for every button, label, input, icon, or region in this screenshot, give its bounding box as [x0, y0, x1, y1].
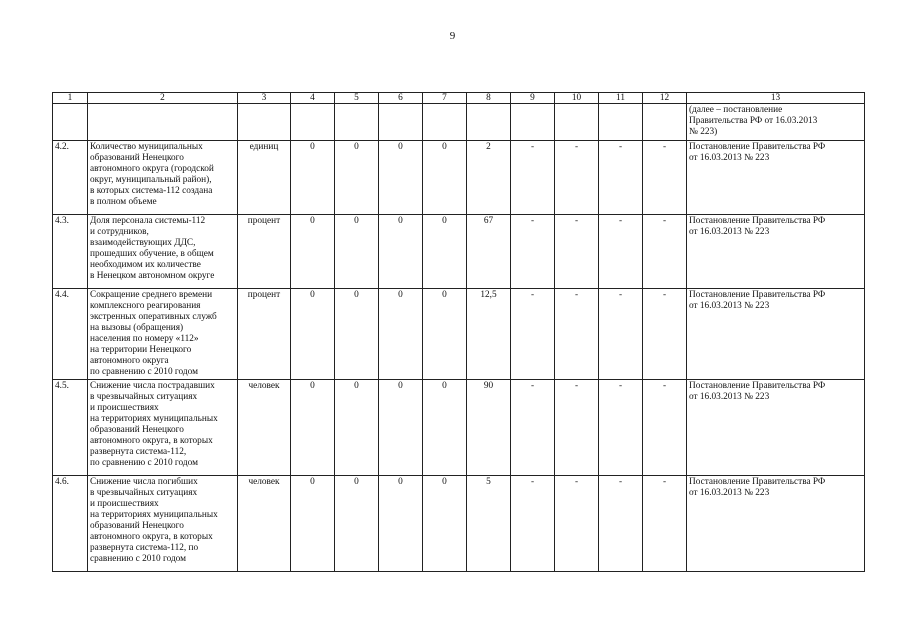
indicator-name: Снижение числа погибших в чрезвычайных ситуациях и происшествиях на территориях муниципальных образований Ненецкого автономного округа, в которых развернута система-112, по сравнению с 2010 годом — [88, 476, 238, 572]
value-cell: - — [643, 141, 687, 215]
value-cell: 2 — [467, 141, 511, 215]
unit-cell: единиц — [238, 141, 291, 215]
empty-cell — [511, 104, 555, 141]
header-row — [53, 93, 865, 104]
header-col-1: 1 — [53, 93, 88, 104]
header-col-5: 5 — [335, 93, 379, 104]
header-col-6: 6 — [379, 93, 423, 104]
value-cell: 0 — [335, 215, 379, 289]
value-cell: 0 — [335, 141, 379, 215]
source-cell: Постановление Правительства РФ от 16.03.2013 № 223 — [687, 215, 865, 289]
table-row — [53, 380, 865, 476]
row-number: 4.3. — [53, 215, 88, 289]
header-col-3: 3 — [238, 93, 291, 104]
table-row — [53, 476, 865, 572]
value-cell: 0 — [423, 476, 467, 572]
value-cell: - — [511, 476, 555, 572]
empty-cell — [88, 104, 238, 141]
value-cell: 0 — [291, 141, 335, 215]
value-cell: - — [643, 289, 687, 380]
value-cell: 0 — [423, 215, 467, 289]
value-cell: - — [555, 215, 599, 289]
source-cell: Постановление Правительства РФ от 16.03.2013 № 223 — [687, 289, 865, 380]
header-col-13: 13 — [687, 93, 865, 104]
indicator-name: Количество муниципальных образований Ненецкого автономного округа (городской округ, муниципальный район), в которых система-112 создана в полном объеме — [88, 141, 238, 215]
table-header — [53, 93, 865, 104]
empty-cell — [53, 104, 88, 141]
value-cell: - — [643, 380, 687, 476]
value-cell: 0 — [379, 380, 423, 476]
value-cell: 0 — [291, 215, 335, 289]
indicator-name: Доля персонала системы-112 и сотрудников, взаимодействующих ДДС, прошедших обучение, в общем необходимом их количестве в Ненецком автономном округе — [88, 215, 238, 289]
value-cell: 0 — [379, 215, 423, 289]
value-cell: 0 — [291, 476, 335, 572]
value-cell: 0 — [335, 476, 379, 572]
source-cell: Постановление Правительства РФ от 16.03.2013 № 223 — [687, 476, 865, 572]
value-cell: 67 — [467, 215, 511, 289]
source-cell: Постановление Правительства РФ от 16.03.2013 № 223 — [687, 141, 865, 215]
value-cell: - — [511, 380, 555, 476]
value-cell: - — [643, 215, 687, 289]
empty-cell — [599, 104, 643, 141]
value-cell: - — [643, 476, 687, 572]
header-col-12: 12 — [643, 93, 687, 104]
empty-cell — [379, 104, 423, 141]
value-cell: 90 — [467, 380, 511, 476]
value-cell: - — [555, 476, 599, 572]
value-cell: - — [555, 141, 599, 215]
empty-cell — [467, 104, 511, 141]
header-col-10: 10 — [555, 93, 599, 104]
value-cell: - — [511, 215, 555, 289]
value-cell: 0 — [335, 380, 379, 476]
value-cell: 0 — [291, 289, 335, 380]
page-number: 9 — [449, 30, 456, 42]
source-cell: Постановление Правительства РФ от 16.03.2013 № 223 — [687, 380, 865, 476]
row-number: 4.5. — [53, 380, 88, 476]
header-col-9: 9 — [511, 93, 555, 104]
value-cell: 5 — [467, 476, 511, 572]
value-cell: - — [599, 476, 643, 572]
value-cell: - — [555, 380, 599, 476]
value-cell: 12,5 — [467, 289, 511, 380]
empty-cell — [643, 104, 687, 141]
empty-cell — [423, 104, 467, 141]
indicators-table — [52, 92, 865, 572]
value-cell: 0 — [379, 289, 423, 380]
row-number: 4.6. — [53, 476, 88, 572]
source-cell: (далее – постановление Правительства РФ от 16.03.2013 № 223) — [687, 104, 865, 141]
value-cell: - — [599, 141, 643, 215]
table-row — [53, 141, 865, 215]
table-row — [53, 215, 865, 289]
empty-cell — [335, 104, 379, 141]
unit-cell: процент — [238, 289, 291, 380]
indicator-name: Снижение числа пострадавших в чрезвычайных ситуациях и происшествиях на территориях муниципальных образований Ненецкого автономного округа, в которых развернута система-112, по сравнению с 2010 годом — [88, 380, 238, 476]
empty-cell — [555, 104, 599, 141]
continuation-row — [53, 104, 865, 141]
header-col-2: 2 — [88, 93, 238, 104]
value-cell: 0 — [379, 476, 423, 572]
unit-cell: человек — [238, 476, 291, 572]
row-number: 4.4. — [53, 289, 88, 380]
empty-cell — [291, 104, 335, 141]
empty-cell — [238, 104, 291, 141]
value-cell: 0 — [423, 289, 467, 380]
row-number: 4.2. — [53, 141, 88, 215]
value-cell: - — [511, 289, 555, 380]
indicator-name: Сокращение среднего времени комплексного реагирования экстренных оперативных служб на вызовы (обращения) населения по номеру «112» на территории Ненецкого автономного округа по сравнению с 2010 годом — [88, 289, 238, 380]
header-col-8: 8 — [467, 93, 511, 104]
value-cell: 0 — [379, 141, 423, 215]
value-cell: - — [511, 141, 555, 215]
value-cell: - — [599, 289, 643, 380]
header-col-4: 4 — [291, 93, 335, 104]
value-cell: 0 — [291, 380, 335, 476]
value-cell: - — [555, 289, 599, 380]
header-col-11: 11 — [599, 93, 643, 104]
table-body — [53, 104, 865, 572]
value-cell: 0 — [335, 289, 379, 380]
table-row — [53, 289, 865, 380]
value-cell: 0 — [423, 141, 467, 215]
value-cell: - — [599, 380, 643, 476]
value-cell: - — [599, 215, 643, 289]
unit-cell: человек — [238, 380, 291, 476]
header-col-7: 7 — [423, 93, 467, 104]
unit-cell: процент — [238, 215, 291, 289]
value-cell: 0 — [423, 380, 467, 476]
